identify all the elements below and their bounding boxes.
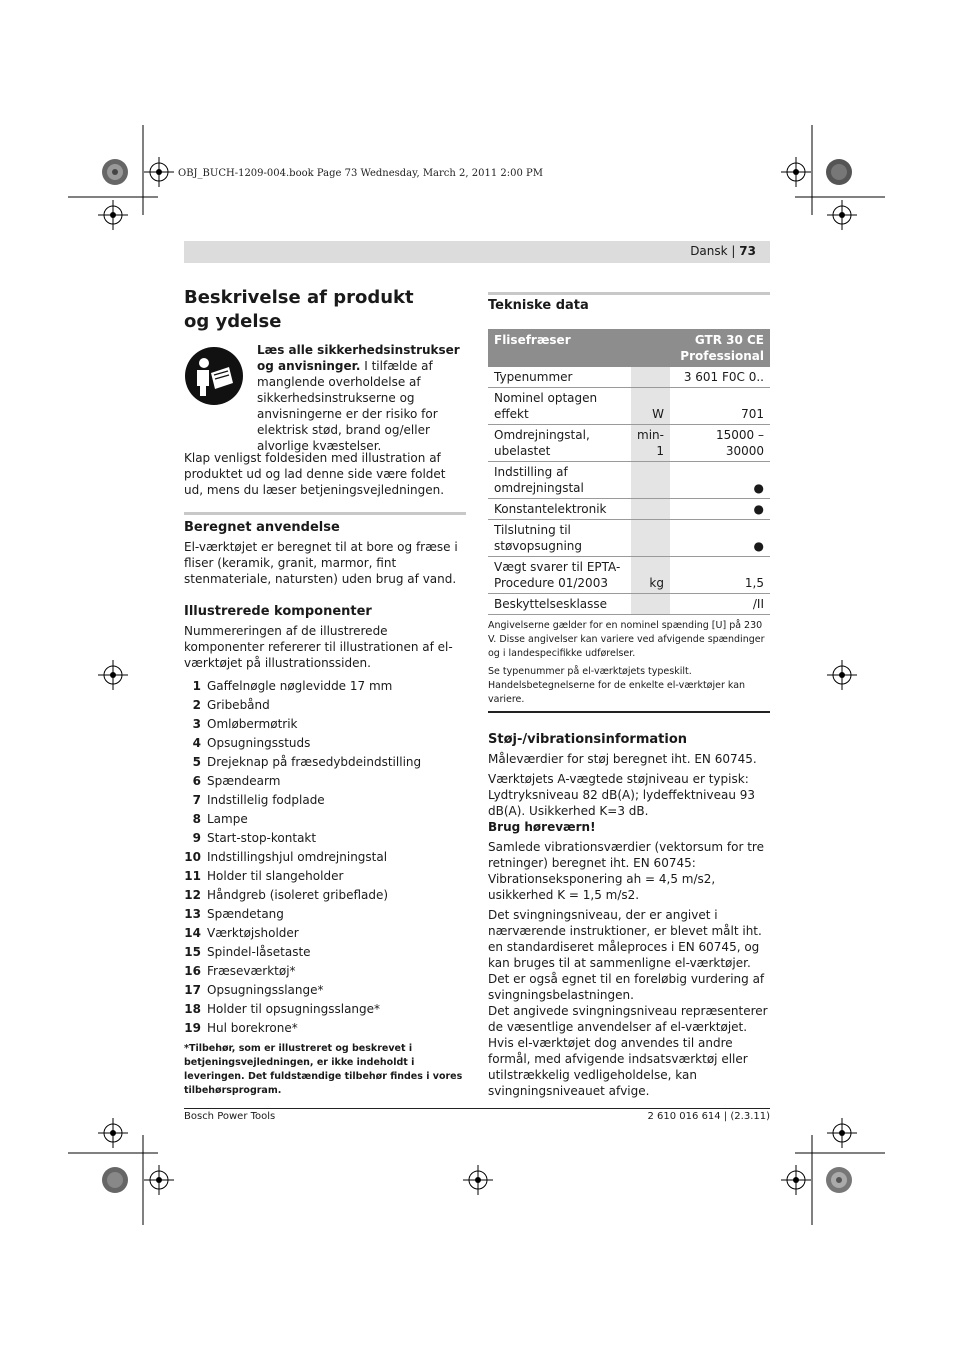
row-value: ● [670, 520, 770, 557]
component-item [184, 943, 466, 962]
component-label: Indstillelig fodplade [207, 793, 325, 807]
table-row [488, 388, 770, 425]
component-item [184, 1000, 466, 1019]
component-number: 3 [192, 717, 201, 731]
table-row [488, 425, 770, 462]
component-number: 8 [192, 812, 201, 826]
component-item [184, 677, 466, 696]
component-label: Start-stop-kontakt [207, 831, 317, 845]
row-unit [631, 499, 670, 520]
footer-brand: Bosch Power Tools [184, 1111, 276, 1122]
row-label: Vægt svarer til EPTA-Procedure 01/2003 [488, 557, 631, 594]
row-label: Indstilling af omdrejningstal [488, 462, 631, 499]
registration-mark-top-right [781, 157, 811, 187]
footer-code: 2 610 016 614 | (2.3.11) [647, 1111, 770, 1122]
component-item [184, 734, 466, 753]
component-item [184, 829, 466, 848]
noise-levels: Værktøjets A-vægtede støjniveau er typisk: Lydtryksniveau 82 dB(A); lydeffektniveau 93 dB(A). Usikkerhed K=3 dB. [488, 772, 756, 818]
component-label: Spændearm [207, 774, 281, 788]
color-wheel-top-left [101, 158, 129, 186]
component-item [184, 791, 466, 810]
row-value: 1,5 [670, 557, 770, 594]
row-label: Beskyttelsesklasse [488, 594, 631, 615]
table-header-model [631, 329, 770, 367]
component-number: 10 [184, 850, 201, 864]
registration-mark-bottom-left [144, 1165, 174, 1195]
noise-measurement: Måleværdier for støj beregnet iht. EN 60745. [488, 752, 757, 766]
color-wheel-bottom-left [101, 1166, 129, 1194]
registration-mark-bottom-right [781, 1165, 811, 1195]
component-label: Gribebånd [207, 698, 270, 712]
component-number: 9 [192, 831, 201, 845]
header-separator: | [731, 244, 736, 258]
read-manual-icon [184, 346, 244, 406]
component-number: 5 [192, 755, 201, 769]
tech-data-table [488, 329, 770, 615]
registration-mark-top-left [144, 157, 174, 187]
components-list [184, 677, 466, 1038]
warning-paragraph [257, 342, 466, 454]
table-header-product: Flisefræser [488, 329, 631, 367]
registration-mark-bottom-center [463, 1165, 493, 1195]
row-label: Nominel optagen effekt [488, 388, 631, 425]
accessory-note: *Tilbehør, som er illustreret og beskrevet i betjeningsvejledningen, er ikke indeholdt i leveringen. Det fuldstændige tilbehør findes i vores tilbehørsprogram. [184, 1043, 463, 1096]
component-item [184, 848, 466, 867]
row-label: Tilslutning til støvopsugning [488, 520, 631, 557]
table-notes [488, 619, 770, 713]
component-number: 19 [184, 1021, 201, 1035]
row-label: Konstantelektronik [488, 499, 631, 520]
component-number: 4 [192, 736, 201, 750]
warning-text: I tilfælde af manglende overholdelse af sikkerhedsinstrukserne og anvisningerne er der risiko for elektrisk stød, brand og/eller alvorlige kvæstelser. [257, 359, 438, 453]
component-number: 13 [184, 907, 201, 921]
component-item [184, 753, 466, 772]
language-label: Dansk [690, 244, 728, 258]
registration-mark-right-middle [827, 660, 857, 690]
registration-mark-left-middle [98, 660, 128, 690]
registration-mark-left-lower [98, 1118, 128, 1148]
left-column [184, 286, 466, 1098]
intended-use-text: El-værktøjet er beregnet til at bore og fræse i fliser (keramik, granit, marmor, fint stenmateriale, natursten) uden brug af vand. [184, 540, 458, 586]
row-unit [631, 594, 670, 615]
component-item [184, 905, 466, 924]
title-line-2: og ydelse [184, 311, 282, 332]
page-title [184, 286, 466, 334]
table-row [488, 520, 770, 557]
intended-use-section [184, 512, 466, 587]
row-value: 3 601 F0C 0.. [670, 367, 770, 388]
page-number: 73 [739, 244, 756, 258]
safety-warning [184, 342, 466, 453]
components-intro: Nummereringen af de illustrerede komponenter refererer til illustrationen af el-værktøjet på illustrationssiden. [184, 624, 453, 670]
color-wheel-bottom-right [825, 1166, 853, 1194]
row-value: 15000 – 30000 [670, 425, 770, 462]
model-line: Professional [680, 349, 764, 363]
print-header: OBJ_BUCH-1209-004.book Page 73 Wednesday, March 2, 2011 2:00 PM [178, 168, 543, 179]
page-footer [184, 1108, 770, 1122]
row-label: Omdrejningstal, ubelastet [488, 425, 631, 462]
title-line-1: Beskrivelse af produkt [184, 287, 414, 308]
vibration-standard: Det svingningsniveau, der er angivet i nærværende instruktioner, er blevet målt iht. en standardiseret måleproces i EN 60745, og kan bruges til at sammenligne el-værktøjer. Det er også egnet til en foreløbig vurdering af svingningsbelastningen. [488, 908, 765, 1002]
component-number: 7 [192, 793, 201, 807]
component-item [184, 981, 466, 1000]
component-label: Opsugningsslange* [207, 983, 324, 997]
component-number: 6 [192, 774, 201, 788]
row-value: ● [670, 462, 770, 499]
component-number: 12 [184, 888, 201, 902]
vibration-values: Samlede vibrationsværdier (vektorsum for tre retninger) beregnet iht. EN 60745: Vibrationseksponering ah = 4,5 m/s2, usikkerhed K = 1,5 m/s2. [488, 840, 764, 902]
component-item [184, 867, 466, 886]
tech-data-section [488, 292, 770, 315]
page-header [690, 244, 756, 258]
row-value: 701 [670, 388, 770, 425]
right-column [488, 292, 770, 1099]
table-row [488, 462, 770, 499]
row-unit: kg [631, 557, 670, 594]
component-label: Værktøjsholder [207, 926, 299, 940]
fold-instruction: Klap venligst foldesiden med illustration af produktet ud og lad denne side være foldet ud, mens du læser betjeningsvejledningen. [184, 451, 446, 497]
row-value: /II [670, 594, 770, 615]
component-label: Håndgreb (isoleret gribeflade) [207, 888, 389, 902]
row-value: ● [670, 499, 770, 520]
components-section [184, 603, 466, 1098]
color-wheel-top-right [825, 158, 853, 186]
row-label: Typenummer [488, 367, 631, 388]
component-label: Gaffelnøgle nøglevidde 17 mm [207, 679, 393, 693]
row-unit: W [631, 388, 670, 425]
component-item [184, 810, 466, 829]
component-number: 15 [184, 945, 201, 959]
component-label: Spindel-låsetaste [207, 945, 311, 959]
component-number: 2 [192, 698, 201, 712]
component-number: 17 [184, 983, 201, 997]
component-item [184, 924, 466, 943]
row-unit [631, 462, 670, 499]
noise-heading: Støj-/vibrationsinformation [488, 732, 688, 747]
note-voltage: Angivelserne gælder for en nominel spænding [U] på 230 V. Disse angivelser kan variere ved afvigende spændinger og i landespecifikke udførelser. [488, 620, 765, 659]
component-label: Indstillingshjul omdrejningstal [207, 850, 388, 864]
registration-mark-right-lower [827, 1118, 857, 1148]
registration-mark-left-upper [98, 200, 128, 230]
components-heading: Illustrerede komponenter [184, 604, 372, 619]
component-number: 11 [184, 869, 201, 883]
component-label: Lampe [207, 812, 248, 826]
component-number: 14 [184, 926, 201, 940]
table-row [488, 367, 770, 388]
table-row [488, 499, 770, 520]
hearing-protection: Brug høreværn! [488, 820, 596, 834]
intended-use-heading: Beregnet anvendelse [184, 520, 340, 535]
component-item [184, 962, 466, 981]
row-unit [631, 520, 670, 557]
row-unit [631, 367, 670, 388]
component-label: Hul borekrone* [207, 1021, 298, 1035]
vibration-applications: Det angivede svingningsniveau repræsenterer de væsentlige anvendelser af el-værktøjet. Hvis el-værktøjet dog anvendes til andre formål, med afvigende indsatsværktøj eller utilstrækkelig vedligeholdelse, kan svingningsniveauet afvige. [488, 1004, 768, 1098]
component-label: Fræseværktøj* [207, 964, 296, 978]
component-label: Holder til opsugningsslange* [207, 1002, 381, 1016]
model-name: GTR 30 CE [694, 333, 764, 347]
table-row [488, 557, 770, 594]
row-unit: min-1 [631, 425, 670, 462]
component-number: 1 [192, 679, 201, 693]
component-label: Holder til slangeholder [207, 869, 344, 883]
component-number: 16 [184, 964, 201, 978]
registration-mark-right-upper [827, 200, 857, 230]
component-item [184, 886, 466, 905]
warning-bold: Læs alle sikkerhedsinstrukser og anvisninger. [257, 343, 460, 373]
note-type-number: Se typenummer på el-værktøjets typeskilt. Handelsbetegnelserne for de enkelte el-værktøjer kan variere. [488, 666, 746, 705]
component-label: Spændetang [207, 907, 284, 921]
page-header-bar [184, 241, 770, 263]
component-item [184, 772, 466, 791]
component-item [184, 696, 466, 715]
table-body [488, 367, 770, 615]
component-number: 18 [184, 1002, 201, 1016]
table-row [488, 594, 770, 615]
table-header-row [488, 329, 770, 367]
component-label: Drejeknap på fræsedybdeindstilling [207, 755, 422, 769]
component-item [184, 715, 466, 734]
component-item [184, 1019, 466, 1038]
component-label: Opsugningsstuds [207, 736, 311, 750]
component-label: Omløbermøtrik [207, 717, 298, 731]
tech-data-heading: Tekniske data [488, 298, 589, 313]
